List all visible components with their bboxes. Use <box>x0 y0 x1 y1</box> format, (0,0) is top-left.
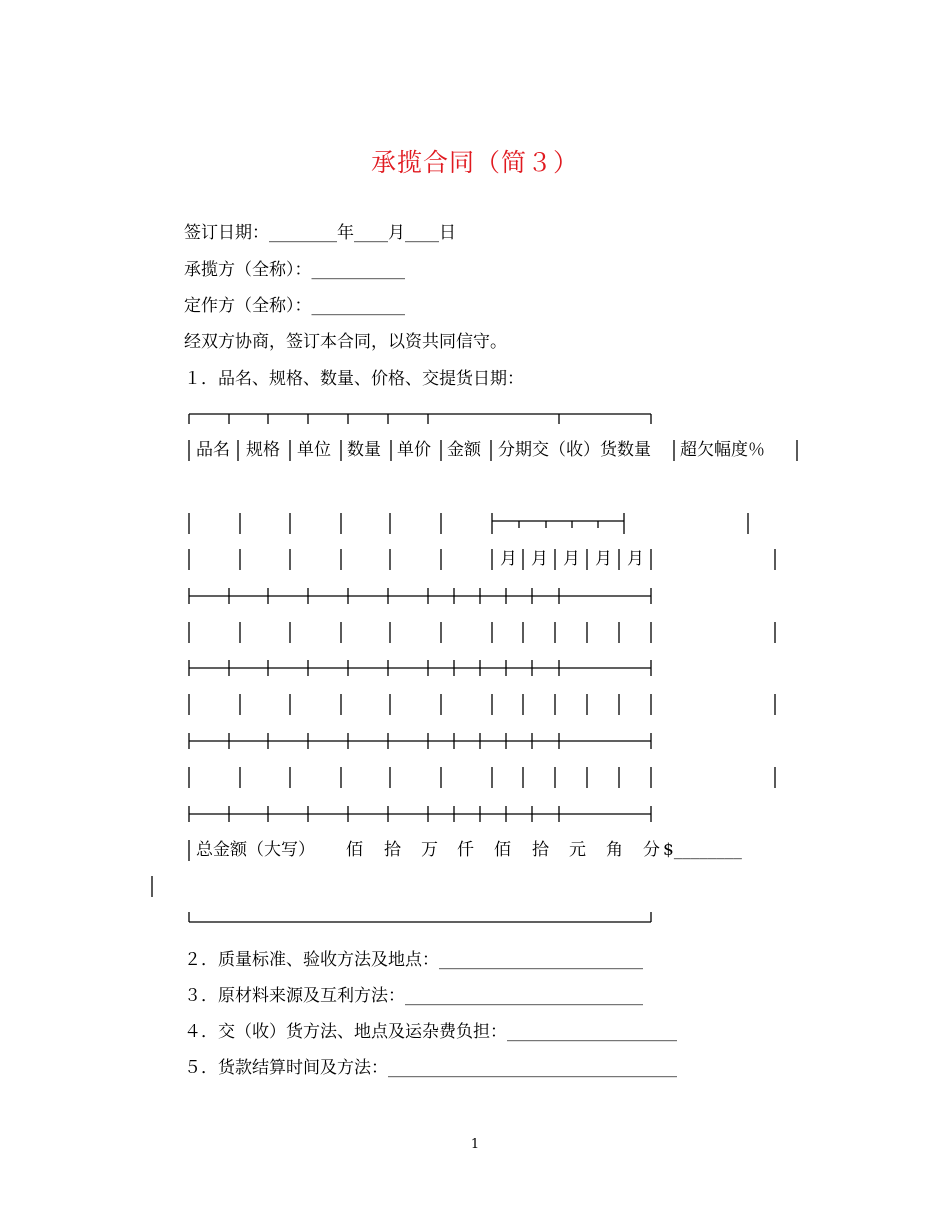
clause-1-heading: １．品名、规格、数量、价格、交提货日期： <box>184 369 524 389</box>
total-dollar-blank: $________ <box>663 840 742 860</box>
header-amount: 金额 <box>447 440 481 460</box>
total-unit-yuan: 元 <box>569 840 586 860</box>
agreement-text: 经双方协商，签订本合同，以资共同信守。 <box>184 332 507 352</box>
page-number: 1 <box>470 1137 480 1152</box>
total-unit-wan: 万 <box>421 840 438 860</box>
orderer-name: 定作方（全称）：___________ <box>184 296 405 316</box>
sign-date: 签订日期：________年____月____日 <box>184 223 456 243</box>
header-quantity: 数量 <box>347 440 381 460</box>
clause-4: ４．交（收）货方法、地点及运杂费负担：____________________ <box>184 1022 677 1042</box>
month-label: 月 <box>627 549 644 569</box>
total-unit-shi: 拾 <box>384 840 401 860</box>
clause-3: ３．原材料来源及互利方法：____________________________ <box>184 986 643 1006</box>
month-label: 月 <box>595 549 612 569</box>
total-unit-jiao: 角 <box>606 840 623 860</box>
month-label: 月 <box>500 549 517 569</box>
total-unit-fen: 分 <box>643 840 660 860</box>
total-amount-label: 总金额（大写） <box>196 840 315 860</box>
month-label: 月 <box>531 549 548 569</box>
total-unit-bai: 佰 <box>346 840 363 860</box>
total-unit-shi-2: 拾 <box>532 840 549 860</box>
header-installment-delivery: 分期交（收）货数量 <box>498 440 651 460</box>
contractor-name: 承揽方（全称）：___________ <box>184 260 405 280</box>
header-unit-price: 单价 <box>397 440 431 460</box>
total-unit-bai-2: 佰 <box>494 840 511 860</box>
header-tolerance: 超欠幅度％ <box>680 440 765 460</box>
clause-5: ５．货款结算时间及方法：__________________________________ <box>184 1058 677 1078</box>
document-title: 承揽合同（简３） <box>370 148 579 177</box>
month-label: 月 <box>563 549 580 569</box>
header-product-name: 品名 <box>196 440 230 460</box>
total-unit-qian: 仟 <box>457 840 474 860</box>
clause-2: ２．质量标准、验收方法及地点：________________________ <box>184 950 643 970</box>
header-spec: 规格 <box>246 440 280 460</box>
header-unit: 单位 <box>297 440 331 460</box>
